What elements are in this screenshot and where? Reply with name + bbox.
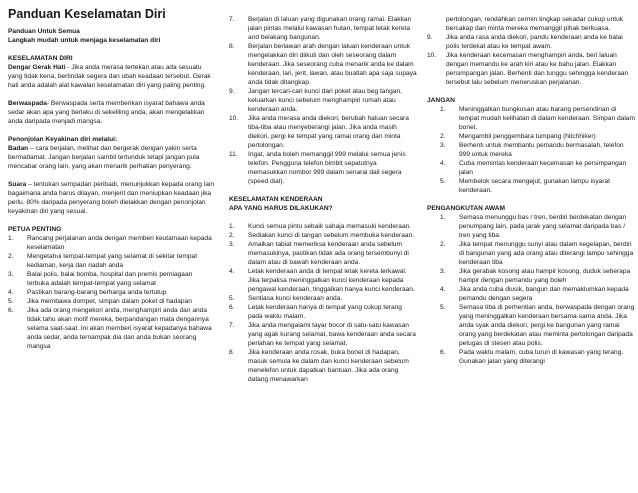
item-number: 1. [440, 106, 446, 113]
document-title: Panduan Keselamatan Diri [8, 7, 166, 21]
list-item [8, 288, 216, 297]
item-text: Jangan tercari-cari kunci dari poket atau beg tangan, keluarkan kunci sebelum menghampiri rumah atau kenderaan anda. [248, 88, 402, 113]
list-item [229, 321, 417, 348]
continued-text: pertolongan, rendahkan cermin tingkap sekadar cukup untuk bercakap dan minta mereka memanggil pihak berkuasa. [446, 16, 624, 32]
section-heading-keselamatan-kenderaan: KESELAMATAN KENDERAAN [229, 196, 323, 203]
item-text: Berjalan berlawan arah dengan laluan kenderaan untuk mengelakkan diri diikuti dan oleh seseorang dalam kenderaan. Jika seseorang cuba menarik anda ke dalam kenderaan, lari, jerit, lawan, atau buatlah apa saja supaya anda tidak ditangkap. [248, 43, 417, 86]
item-text: Berjalan di laluan yang digunakan orang ramai. Elakkan jalan pintas melalui kawasan hutan, tempat letak kereta and belakang bangunan. [248, 16, 412, 41]
item-number: 3. [8, 271, 14, 278]
item-number: 7. [229, 322, 235, 329]
list-item [229, 114, 417, 150]
item-text: Jika gerabak kosong atau hampir kosong, duduk seberapa hampir dengan pemandu yang boleh [459, 268, 631, 284]
column-right [427, 15, 635, 366]
item-number: 2. [440, 241, 446, 248]
subtitle-secondary: Langkah mudah untuk menjaga keselamatan diri [8, 37, 161, 44]
paragraph-text: – cara berjalan, melihat dan bergerak dengan yakin serta bermatlamat. Jangan berjalan sambil tertunduk tetapi jangan pula mencabar orang lain, yang akan menarik perhatian penyerang. [8, 145, 200, 170]
list-item [427, 348, 635, 366]
list-item [229, 222, 417, 231]
item-text: Ingat, anda boleh memanggil 999 melalui semua jenis telefon. Pengguna telefon bimbit sepatutnya memasukkan nombor 999 dalam senarai dail segera (speed dial). [248, 151, 406, 185]
item-number: 5. [8, 298, 14, 305]
item-text: Letak kenderaan hanya di tempat yang cukup terang pada waktu malam. [248, 304, 402, 320]
item-text: Jika anda merasa anda diekori, berubah haluan secara tiba-tiba atau menyeberangi jalan. Jika anda masih diekori, pergi ke tempat yang ramai orang dan minta pertolongan. [248, 115, 409, 149]
list-item [427, 141, 635, 159]
list-item [427, 159, 635, 177]
lead-term: Badan [8, 145, 29, 152]
item-number: 4. [229, 268, 235, 275]
list-item [427, 105, 635, 132]
paragraph-text: – tentukan sempadan peribadi, menunjukkan kepada orang lain bagaimana anda harus dilayan, menjerit dan meniupkan keadaan jika perlu. 80% daripada penyerang boleh dielakkan dengan penonjolan keyakinan diri yang sesuai. [8, 181, 215, 215]
list-item [229, 348, 417, 384]
item-number: 5. [440, 304, 446, 311]
item-number: 3. [440, 142, 446, 149]
list-item [427, 213, 635, 240]
item-text: Jika anda cuba diusik, bangun dan memaklumkan kepada pemandu dengan segera [459, 286, 629, 302]
item-number: 1. [440, 214, 446, 221]
item-number: 2. [8, 253, 14, 260]
item-number: 6. [440, 349, 446, 356]
item-text: Sediakan kunci di tangan sebelum membuka kenderaan. [248, 232, 415, 239]
item-text: Cuba memintas kenderaan kecemasan ke persimpangan jalan [459, 160, 627, 176]
item-number: 10. [427, 52, 437, 59]
item-text: Jika kenderaan kecemasan menghampiri anda, beri laluan dengan memandu ke arah kiri atau ke bahu jalan. Elakkan persimpangan jalan. Berhenti dan tunggu sehingga kenderaan tersebut lalu sebelum meneruskan perjalanan. [446, 52, 629, 86]
list-item [229, 231, 417, 240]
item-text: Amalkan tabiat memeriksa kenderaan anda sebelum memasukinya, pastikan tidak ada orang tersembunyi di dalam atau di bawah kenderaan anda. [248, 241, 409, 266]
item-text: Letak kenderaan anda di tempat letak kereta terkawal. Jika terpaksa meninggalkan kunci kenderaan kepada pengawal kenderaan, tinggalkan hanya kunci kenderaan. [248, 268, 415, 293]
subtitle-primary: Panduan Untuk Semua [8, 28, 80, 35]
petua-list-continued [229, 15, 417, 186]
section-heading-pengangkutan-awam: PENGANGKUTAN AWAM [427, 205, 506, 212]
item-text: Jika ada orang mengekori anda, menghampiri anda dan anda tidak tahu akan motif mereka, berpandangan mata dengannya selama saat-saat. Ini akan memberi isyarat kepadanya bahawa anda sedar, anda ternampak dia dan anda bukan seorang mangsa [27, 307, 212, 350]
item-number: 1. [8, 235, 14, 242]
lead-term: Berwaspada [8, 100, 47, 107]
item-number: 8. [229, 43, 235, 50]
list-item [8, 297, 216, 306]
item-number: 5. [440, 178, 446, 185]
lead-term: Suara [8, 181, 27, 188]
item-number: 8. [229, 349, 235, 356]
item-text: Sentiasa kunci kenderaan anda. [248, 295, 343, 302]
list-item [427, 177, 635, 195]
list-item [427, 33, 635, 51]
section-heading-jangan: JANGAN [427, 97, 455, 104]
list-item [229, 15, 417, 42]
list-item [8, 270, 216, 288]
list-item [8, 306, 216, 351]
item-text: Jika anda mengalami tayar bocor di satu-satu kawasan yang agak kurang selamat, bawa kenderaan anda secara perlahan ke tempat yang selamat. [248, 322, 416, 347]
paragraph-badan [8, 144, 216, 171]
paragraph-text: - Jika anda merasa tertekan atau ada sesuatu yang tidak kena, bertindak segera dan ubah keadaan tersebut. Gerak hati anda adalah alat kawalan keselamatan diri yang paling penting. [8, 64, 211, 89]
list-item [8, 234, 216, 252]
paragraph-gerak-hati [8, 63, 216, 90]
item-number: 9. [229, 88, 235, 95]
item-number: 11. [229, 151, 238, 158]
awam-list [427, 213, 635, 366]
list-item [229, 42, 417, 87]
item-number: 10. [229, 115, 239, 122]
list-item [229, 87, 417, 114]
lead-term: Dengar Gerak Hati [8, 64, 66, 71]
list-item [427, 51, 635, 87]
list-item [8, 252, 216, 270]
item-text: Jika anda rasa anda diekori, pandu kenderaan anda ke balai polis terdekat atau ke tempat awam. [446, 34, 623, 50]
kenderaan-list-continued [427, 33, 635, 87]
section-heading-keselamatan-diri: KESELAMATAN DIRI [8, 55, 73, 62]
petua-list [8, 234, 216, 351]
item-text: Membelok secara mengejut, gunakan lampu isyarat kenderaan. [459, 178, 611, 194]
item-number: 2. [440, 133, 446, 140]
list-item [229, 294, 417, 303]
item-text: Jika tempat menunggu sunyi atau dalam kegelapan, berdiri di bangunan yang ada orang atau diterangi lampu sehingga kenderaan tiba [459, 241, 634, 266]
list-item [427, 240, 635, 267]
item-text: Semasa menunggu bas / tren, berdiri berdekatan dengan penumpang lain, pada jarak yang selamat daripada bas / tren yang tiba. [459, 214, 627, 239]
kenderaan-list [229, 222, 417, 384]
item-text: Meninggalkan bungkusan atau barang persendirian di tempat mudah kelihatan di dalam kenderaan. Simpan dalam bonet. [459, 106, 635, 131]
item-text: Mengambil penggembara tumpang (hitchhiker) [459, 133, 596, 140]
item-text: Pastikan barang-barang berharga anda tertutup [27, 289, 167, 296]
item-text: Semasa tiba di perhentian anda, berwaspada dengan orang yang meninggalkan kenderaan bersama-sama anda. Jika anda syak anda diekori, pergi ke bangunan yang ramai orang yang berdekatan atau meminta pertolongan daripada petugas di stesen atau polis. [459, 304, 635, 347]
item-number: 4. [440, 160, 446, 167]
item-number: 9. [427, 34, 433, 41]
section-heading-keyakinan: Penonjolan Keyakinan diri melalui: [8, 136, 118, 143]
item-text: Mengetahui tempat-tempat yang selamat di sekitar tempat kediaman, kerja dan riadah anda [27, 253, 198, 269]
list-item [427, 303, 635, 348]
item-text: Berhenti untuk membantu pemandu bermasalah, telefon 999 untuk mereka [459, 142, 624, 158]
item-text: Jika kenderaan anda rosak, buka bonet di hadapan, masuk semula ke dalam dan kunci kenderaan sebelum menelefon untuk dapatkan bantuan. Jika ada orang datang menawarkan [248, 349, 409, 383]
paragraph-text: - Berwaspada serta memberikan isyarat bahawa anda sedar akan apa yang berlaku di sekeliling anda, akan mengelakkan anda daripada menjadi mangsa. [8, 100, 205, 125]
item-text: Rancang perjalanan anda dengan memberi keutamaan kepada keselamatan [27, 235, 212, 251]
list-item [229, 240, 417, 267]
section-heading-petua-penting: PETUA PENTING [8, 226, 62, 233]
item-number: 4. [8, 289, 14, 296]
jangan-list [427, 105, 635, 195]
item-number: 1. [229, 223, 235, 230]
list-item [229, 303, 417, 321]
list-item [427, 285, 635, 303]
section-subheading-apa-yang-harus: APA YANG HARUS DILAKUKAN? [229, 205, 333, 212]
item-text: Kunci semua pintu sebaik sahaja memasuki kenderaan. [248, 223, 412, 230]
item-number: 6. [229, 304, 235, 311]
item-text: Jika membawa dompet, simpan dalam poket di hadapan [27, 298, 192, 305]
item-text: Balai polis, balai bomba, hospital dan premis perniagaan terbuka adalah tempat-tempat yang selamat [27, 271, 193, 287]
item-number: 5. [229, 295, 235, 302]
list-item [427, 132, 635, 141]
item-number: 4. [440, 286, 446, 293]
list-item [229, 267, 417, 294]
column-left [8, 6, 216, 351]
paragraph-suara [8, 180, 216, 216]
list-item [229, 150, 417, 186]
list-item [427, 267, 635, 285]
item-number: 2. [229, 232, 235, 239]
item-text: Pada waktu malam, cuba turun di kawasan yang terang. Gunakan jalan yang diterangi [459, 349, 624, 365]
item-number: 3. [440, 268, 446, 275]
column-middle [229, 15, 417, 384]
item-number: 3. [229, 241, 235, 248]
item-number: 6. [8, 307, 14, 314]
item-number: 7. [229, 16, 235, 23]
paragraph-berwaspada [8, 99, 216, 126]
